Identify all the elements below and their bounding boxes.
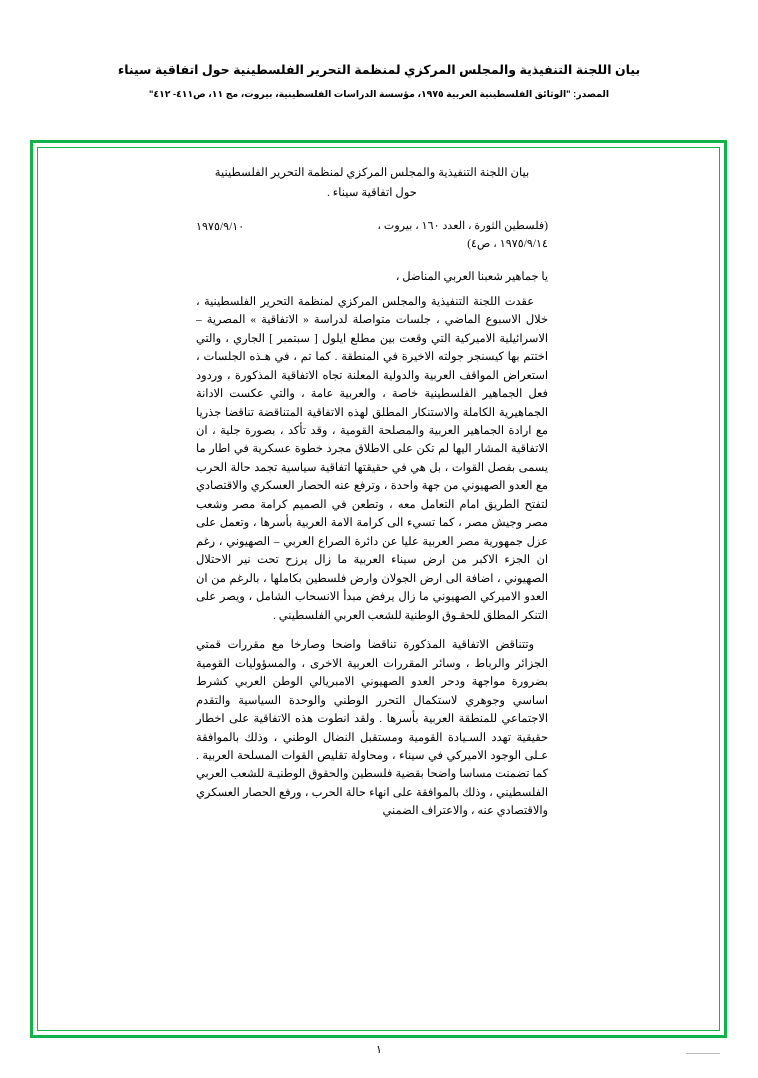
citation-line-2: ١٩٧٥/٩/١٤ ، ص٤) (467, 238, 548, 251)
citation-line-1: (فلسطين الثورة ، العدد ١٦٠ ، بيروت ، (377, 220, 548, 233)
header-source: المصدر: "الوثائق الفلسطينية العربية ١٩٧٥، مؤسسة الدراسات الفلسطينية، بيروت، مج ١١، ص٤١١- ٤١٢" (148, 88, 610, 99)
paragraph-2: وتتناقض الاتفاقية المذكورة تناقضا واضحا وصارخا مع مقررات قمتي الجزائر والرباط ، وسائر المقررات العربية الاخرى ، والمسؤوليات القومية بضرورة مواجهة ودحر العدو الصهيوني الامبريالي الوطن العربي كشرط اساسي وجوهري لاستكمال التحرر الوطني والوحدة السياسية والتقدم الاجتماعي للمنطقة العربية بأسرها . ولقد انطوت هذه الاتفاقية على اخطار حقيقية تهدد السـيادة القومية ومستقبل النضال الوطني ، وذلك بالموافقة عـلى الوجود الاميركي في سيناء ، ومحاولة تقليص القوات المسلحة العربية . كما تضمنت مساسا واضحا بقضية فلسطين والحقوق الوطنيـة للشعب العربي الفلسطيني ، وذلك بالموافقة على انهاء حالة الحرب ، ورفع الحصار العسكري والاقتصادي عنه ، والاعتراف الضمني (196, 639, 548, 818)
document-header (0, 62, 758, 100)
green-border-frame (30, 140, 727, 1038)
salutation: يا جماهير شعبنا العربي المناضل ، (395, 271, 548, 284)
page-number: ١ (376, 1044, 382, 1056)
document-meta (196, 218, 548, 254)
header-title: بيان اللجنة التنفيذية والمجلس المركزي لمنظمة التحرير الفلسطينية حول اتفاقية سيناء (117, 63, 641, 77)
paragraph-1: عقدت اللجنة التنفيذية والمجلس المركزي لمنظمة التحرير الفلسطينية ، خلال الاسبوع الماضي ، جلسات متواصلة لدراسة « الاتفاقية » المصرية – الاسرائيلية الاميركية التي وقعت بين مطلع ايلول [ سبتمبر ] الجاري ، والتي اختتم بها كيسنجر جولته الاخيرة في المنطقة . كما تم ، في هـذه الجلسات ، استعراض المواقف العربية والدولية المعلنة تجاه الاتفاقية المذكورة ، وردود فعل الجماهير الفلسطينية خاصة ، والعربية عامة ، والتي عكست الادانة الجماهيرية الكاملة والاستنكار المطلق لهذه الاتفاقية المتناقضة تناقضا جذريا مع ارادة الجماهير العربية والمصلحة القومية ، وقد تأكد ، بصورة جلية ، ان الاتفاقية المشار اليها لم تكن على الاطلاق مجرد خطوة عسكرية في اطار ما يسمى بفصل القوات ، بل هي في حقيقتها اتفاقية سياسية تجمد حالة الحرب مع العدو الصهيوني من جهة واحدة ، وترفع عنه الحصار العسكري والاقتصادي لتفتح الطريق امام التعامل معه ، وتطعن في الصميم كرامة مصر وشعب مصر وجيش مصر ، كما تسيء الى كرامة الامة العربية بأسرها ، وتعمل على عزل جمهورية مصر العربية عليا عن دائرة الصراع العربي – الصهيوني ، رغم ان الجزء الاكبر من ارض سيناء العربية ما زال يرزح تحت نير الاحتلال الصهيوني ، اضافة الى ارض الجولان وارض فلسطين بكاملها ، بالرغم من ان العدو الاميركي الصهيوني ما زال يرفض مبدأ الانسحاب الشامل ، ويصر على التنكر المطلق للحقـوق الوطنية للشعب العربي الفلسطيني . (196, 295, 548, 622)
document-date: ١٩٧٥/٩/١٠ (196, 221, 245, 234)
scan-artifact-mark (686, 1049, 720, 1054)
heading-line-2: حول اتفاقية سيناء . (327, 185, 417, 199)
document-citation (377, 218, 548, 254)
document-body (196, 163, 548, 832)
document-heading (196, 163, 548, 202)
heading-line-1: بيان اللجنة التنفيذية والمجلس المركزي لمنظمة التحرير الفلسطينية (214, 166, 530, 179)
